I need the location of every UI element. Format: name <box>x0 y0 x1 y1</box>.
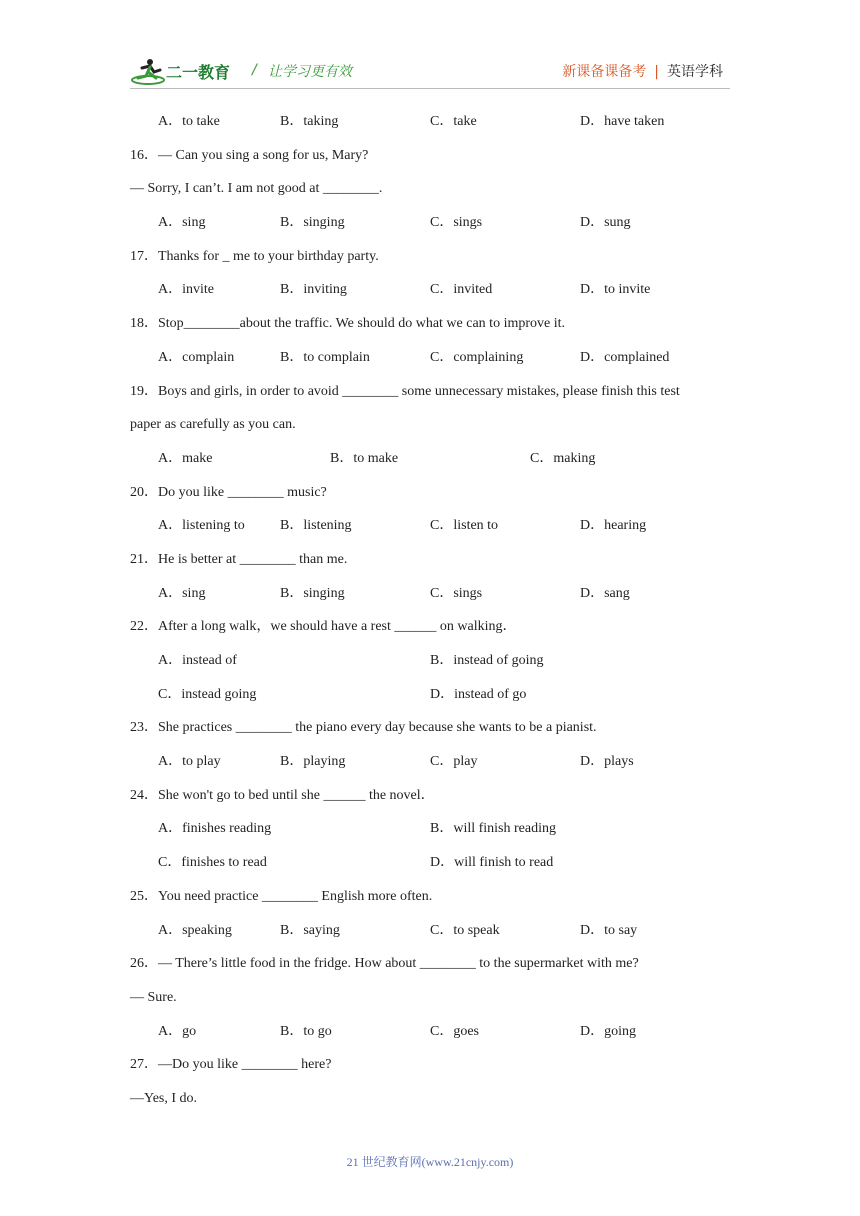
answer-option: C．finishes to read <box>158 855 267 871</box>
question-content <box>130 110 730 1121</box>
answer-option: D．hearing <box>580 518 647 534</box>
answer-option: C．invited <box>430 282 493 298</box>
options-row <box>130 851 730 885</box>
answer-option: B．to go <box>280 1023 332 1039</box>
answer-option: C．complaining <box>430 349 524 365</box>
answer-option: D．complained <box>580 349 670 365</box>
answer-option: A．go <box>158 1023 197 1039</box>
answer-option: B．instead of going <box>430 653 544 668</box>
page-footer: 21 世纪教育网(www.21cnjy.com) <box>346 1155 514 1169</box>
answer-option: B．singing <box>280 585 345 601</box>
options-row <box>130 817 730 851</box>
options-row <box>130 211 730 245</box>
slogan-divider: / <box>252 62 257 78</box>
question-line: 24．She won't go to bed until she ______ the novel． <box>130 787 435 803</box>
options-row <box>130 582 730 616</box>
question-line: 16．— Can you sing a song for us, Mary? <box>130 147 369 163</box>
question-line: 21．He is better at ________ than me. <box>130 551 348 567</box>
answer-option: A．make <box>158 450 213 466</box>
question-line: 17．Thanks for _ me to your birthday party. <box>130 248 379 264</box>
answer-option: A．speaking <box>158 922 232 938</box>
answer-option: D．to invite <box>580 282 651 298</box>
answer-option: D．instead of go <box>430 686 527 702</box>
answer-option: B．saying <box>280 922 340 938</box>
options-row <box>130 683 730 717</box>
answer-option: B．to make <box>330 450 399 466</box>
answer-option: C．sings <box>430 585 483 601</box>
answer-option: B．singing <box>280 215 345 231</box>
answer-option: B．playing <box>280 754 346 770</box>
header-tag: 新课备课备考 <box>562 64 647 80</box>
answer-option: C．take <box>430 114 477 129</box>
question-line: — Sorry, I can’t. I am not good at ________. <box>130 181 383 197</box>
options-row <box>130 649 730 683</box>
answer-option: D．have taken <box>580 114 665 129</box>
answer-option: A．finishes reading <box>158 821 272 837</box>
answer-option: D．sang <box>580 585 630 601</box>
header-subject: 英语学科 <box>667 64 723 80</box>
question-line: 25．You need practice ________ English more often. <box>130 888 433 904</box>
answer-option: A．to take <box>158 114 220 129</box>
question-line: paper as carefully as you can. <box>130 417 296 433</box>
options-row <box>130 919 730 953</box>
answer-option: C．play <box>430 754 478 770</box>
answer-option: C．making <box>530 450 596 466</box>
question-line: 26．— There’s little food in the fridge. How about ________ to the supermarket with me? <box>130 956 639 972</box>
answer-option: A．complain <box>158 349 235 365</box>
answer-option: D．will finish to read <box>430 855 554 871</box>
answer-option: D．plays <box>580 754 634 770</box>
answer-option: D．to say <box>580 922 638 938</box>
answer-option: C．to speak <box>430 922 500 938</box>
header-divider: | <box>654 64 659 80</box>
brand-logo <box>130 56 240 88</box>
answer-option: B．listening <box>280 518 352 534</box>
slogan: 让学习更有效 <box>268 64 352 80</box>
question-line: 18．Stop________about the traffic. We should do what we can to improve it. <box>130 316 566 332</box>
question-line: 23．She practices ________ the piano every day because she wants to be a pianist. <box>130 720 597 736</box>
answer-option: A．instead of <box>158 653 237 668</box>
question-line: 20．Do you like ________ music? <box>130 484 327 500</box>
options-row <box>130 1020 730 1054</box>
question-line: 19．Boys and girls, in order to avoid ________ some unnecessary mistakes, please finish this test <box>130 383 680 399</box>
header-right <box>562 61 723 81</box>
options-row <box>130 346 730 380</box>
question-line: 22．After a long walk，we should have a rest ______ on walking． <box>130 619 517 635</box>
question-line: — Sure. <box>130 989 177 1005</box>
answer-option: B．will finish reading <box>430 821 556 837</box>
answer-option: B．inviting <box>280 282 347 298</box>
options-row <box>130 110 730 144</box>
page-header <box>0 0 860 100</box>
answer-option: C．listen to <box>430 518 499 534</box>
answer-option: C．sings <box>430 215 483 231</box>
options-row <box>130 447 730 481</box>
options-row <box>130 514 730 548</box>
svg-text:二一教育: 二一教育 <box>166 63 231 82</box>
question-line: 27．—Do you like ________ here? <box>130 1057 332 1073</box>
answer-option: A．listening to <box>158 518 245 534</box>
options-row <box>130 750 730 784</box>
answer-option: D．sung <box>580 215 631 231</box>
answer-option: B．taking <box>280 114 339 129</box>
answer-option: A．to play <box>158 754 221 770</box>
options-row <box>130 278 730 312</box>
answer-option: D．going <box>580 1023 636 1039</box>
answer-option: C．instead going <box>158 686 257 702</box>
answer-option: A．sing <box>158 215 206 231</box>
answer-option: A．sing <box>158 585 206 601</box>
runner-icon <box>130 56 240 88</box>
answer-option: A．invite <box>158 282 214 298</box>
question-line: —Yes, I do. <box>130 1090 198 1106</box>
header-rule <box>130 88 730 89</box>
answer-option: B．to complain <box>280 349 370 365</box>
answer-option: C．goes <box>430 1023 479 1039</box>
